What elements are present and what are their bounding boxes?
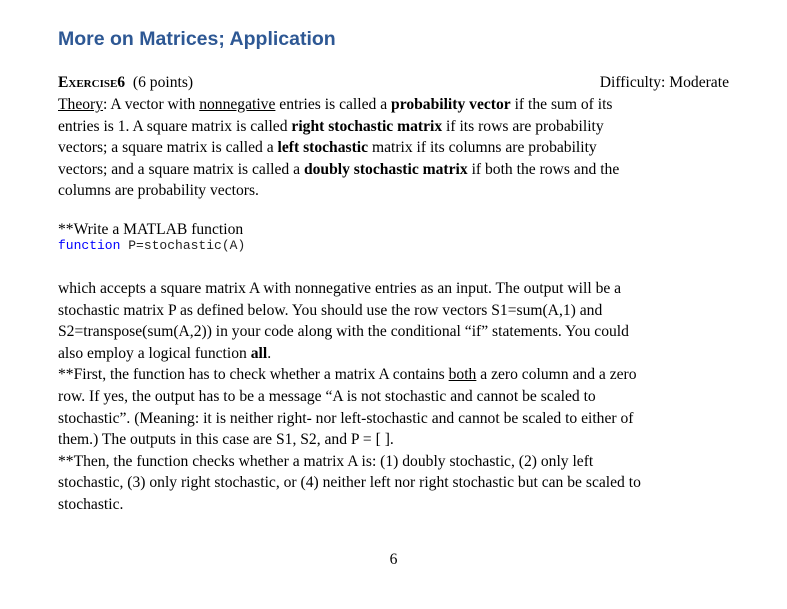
page-title: More on Matrices; Application [58, 28, 336, 50]
theory-line-5: columns are probability vectors. [58, 182, 259, 200]
text-run: entries is called a [275, 96, 392, 113]
text-run: **First, the function has to check whether a matrix A contains [58, 366, 449, 384]
page-number: 6 [389, 551, 398, 568]
code-keyword: function [58, 238, 121, 253]
exercise-header [58, 72, 738, 94]
code-signature [58, 238, 245, 253]
text-run: a zero column and a zero [476, 366, 637, 384]
body-line-7: stochastic”. (Meaning: it is neither right- nor left-stochastic and cannot be scaled to either of [58, 409, 634, 427]
term-right-stochastic: right stochastic matrix [291, 117, 443, 135]
body-line-4 [58, 343, 738, 365]
text-run: if its rows are probability [442, 117, 604, 135]
term-doubly-stochastic: doubly stochastic matrix [303, 160, 468, 178]
theory-label: Theory [58, 96, 104, 113]
exercise-points: (6 points) [132, 74, 194, 91]
term-all: all [250, 344, 268, 362]
term-probability-vector: probability vector [391, 96, 511, 113]
theory-line-2 [58, 116, 738, 138]
text-run: also employ a logical function [58, 344, 251, 362]
body-line-3: S2=transpose(sum(A,2)) in your code along with the conditional “if” statements. You could [58, 323, 629, 341]
text-run: : A vector with [103, 96, 200, 113]
text-run: matrix if its columns are probability [368, 139, 597, 157]
text-run: if the sum of its [510, 96, 613, 113]
text-run: if both the rows and the [467, 160, 620, 178]
term-left-stochastic: left stochastic [277, 139, 369, 157]
difficulty-label: Difficulty: Moderate [599, 74, 729, 91]
body-line-5 [58, 364, 738, 386]
theory-line-1 [58, 94, 738, 116]
write-instruction: **Write a MATLAB function [58, 221, 244, 238]
body-line-2: stochastic matrix P as defined below. You should use the row vectors S1=sum(A,1) and [58, 301, 603, 319]
text-run: entries is 1. A square matrix is called [58, 117, 292, 135]
code-text: P=stochastic(A) [120, 238, 246, 253]
theory-line-3 [58, 137, 738, 159]
body-line-10: stochastic, (3) only right stochastic, or (4) neither left nor right stochastic but can be scaled to [58, 474, 641, 492]
body-line-1: which accepts a square matrix A with nonnegative entries as an input. The output will be a [58, 280, 622, 297]
text-run: vectors; and a square matrix is called a [58, 160, 304, 178]
body-line-9: **Then, the function checks whether a matrix A is: (1) doubly stochastic, (2) only left [58, 452, 594, 470]
text-run: vectors; a square matrix is called a [58, 139, 278, 157]
text-run-underlined: nonnegative [199, 96, 276, 113]
body-line-6: row. If yes, the output has to be a message “A is not stochastic and cannot be scaled to [58, 388, 596, 405]
exercise-label: Exercise6 [58, 74, 126, 91]
body-line-11: stochastic. [58, 496, 124, 513]
theory-line-4 [58, 159, 738, 181]
text-run: . [267, 344, 272, 362]
text-run-underlined: both [448, 366, 477, 384]
body-line-8: them.) The outputs in this case are S1, S2, and P = [ ]. [58, 431, 394, 449]
